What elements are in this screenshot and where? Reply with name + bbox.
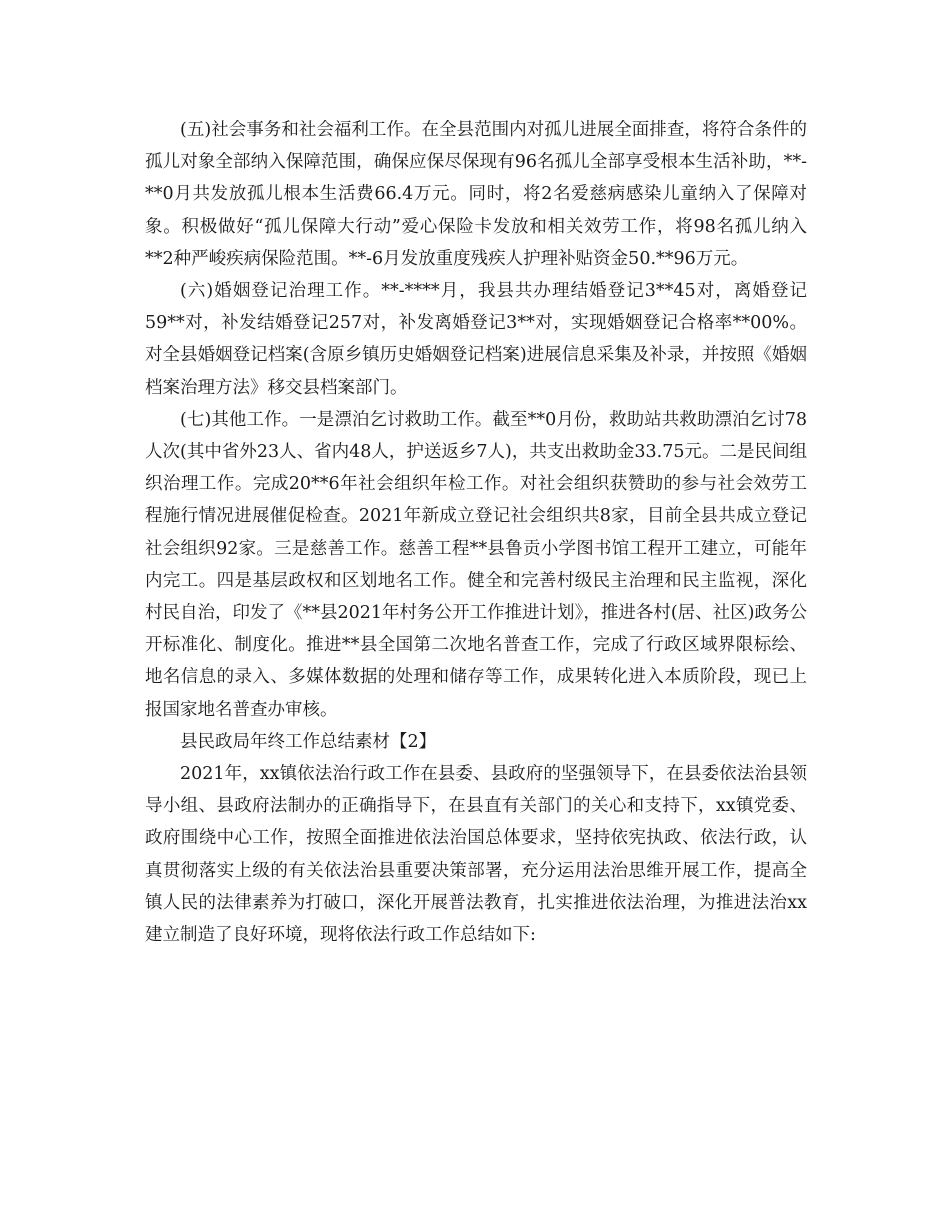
section-heading: 县民政局年终工作总结素材【2】 bbox=[180, 731, 437, 752]
paragraph-marriage-registration: (六)婚姻登记治理工作。**-****月，我县共办理结婚登记3**45对，离婚登记59**对，补发结婚登记257对，补发离婚登记3**对，实现婚姻登记合格率**00%。对全县婚姻登记档案(含原乡镇历史婚姻登记档案)进展信息采集及补录，并按照《婚姻档案治理方法》移交县档案部门。 bbox=[145, 281, 807, 398]
paragraph-other-work: (七)其他工作。一是漂泊乞讨救助工作。截至**0月份，救助站共救助漂泊乞讨78人次(其中省外23人、省内48人，护送返乡7人)，共支出救助金33.75元。二是民间组织治理工作。完成20**6年社会组织年检工作。对社会组织获赞助的参与社会效劳工程施行情况进展催促检查。2021年新成立登记社会组织共8家，目前全县共成立登记社会组织92家。三是慈善工作。慈善工程**县鲁贡小学图书馆工程开工建立，可能年内完工。四是基层政权和区划地名工作。健全和完善村级民主治理和民主监视，深化村民自治，印发了《**县2021年村务公开工作推进计划》，推进各村(居、社区)政务公开标准化、制度化。推进**县全国第二次地名普查工作，完成了行政区域界限标绘、地名信息的录入、多媒体数据的处理和储存等工作，成果转化进入本质阶段，现已上报国家地名普查办审核。 bbox=[145, 409, 807, 720]
document-body bbox=[145, 114, 807, 951]
paragraph-social-welfare: (五)社会事务和社会福利工作。在全县范围内对孤儿进展全面排查，将符合条件的孤儿对象全部纳入保障范围，确保应保尽保现有96名孤儿全部享受根本生活补助，**-**0月共发放孤儿根本生活费66.4万元。同时，将2名爱慈病感染儿童纳入了保障对象。积极做好“孤儿保障大行动”爱心保险卡发放和相关效劳工作，将98名孤儿纳入**2种严峻疾病保险范围。**-6月发放重度残疾人护理补贴资金50.**96万元。 bbox=[145, 120, 807, 269]
paragraph-rule-of-law: 2021年，xx镇依法治行政工作在县委、县政府的坚强领导下，在县委依法治县领导小组、县政府法制办的正确指导下，在县直有关部门的关心和支持下，xx镇党委、政府围绕中心工作，按照全面推进依法治国总体要求，坚持依宪执政、依法行政，认真贯彻落实上级的有关依法治县重要决策部署，充分运用法治思维开展工作，提高全镇人民的法律素养为打破口，深化开展普法教育，扎实推进依法治理，为推进法治xx建立制造了良好环境，现将依法行政工作总结如下: bbox=[145, 764, 807, 946]
